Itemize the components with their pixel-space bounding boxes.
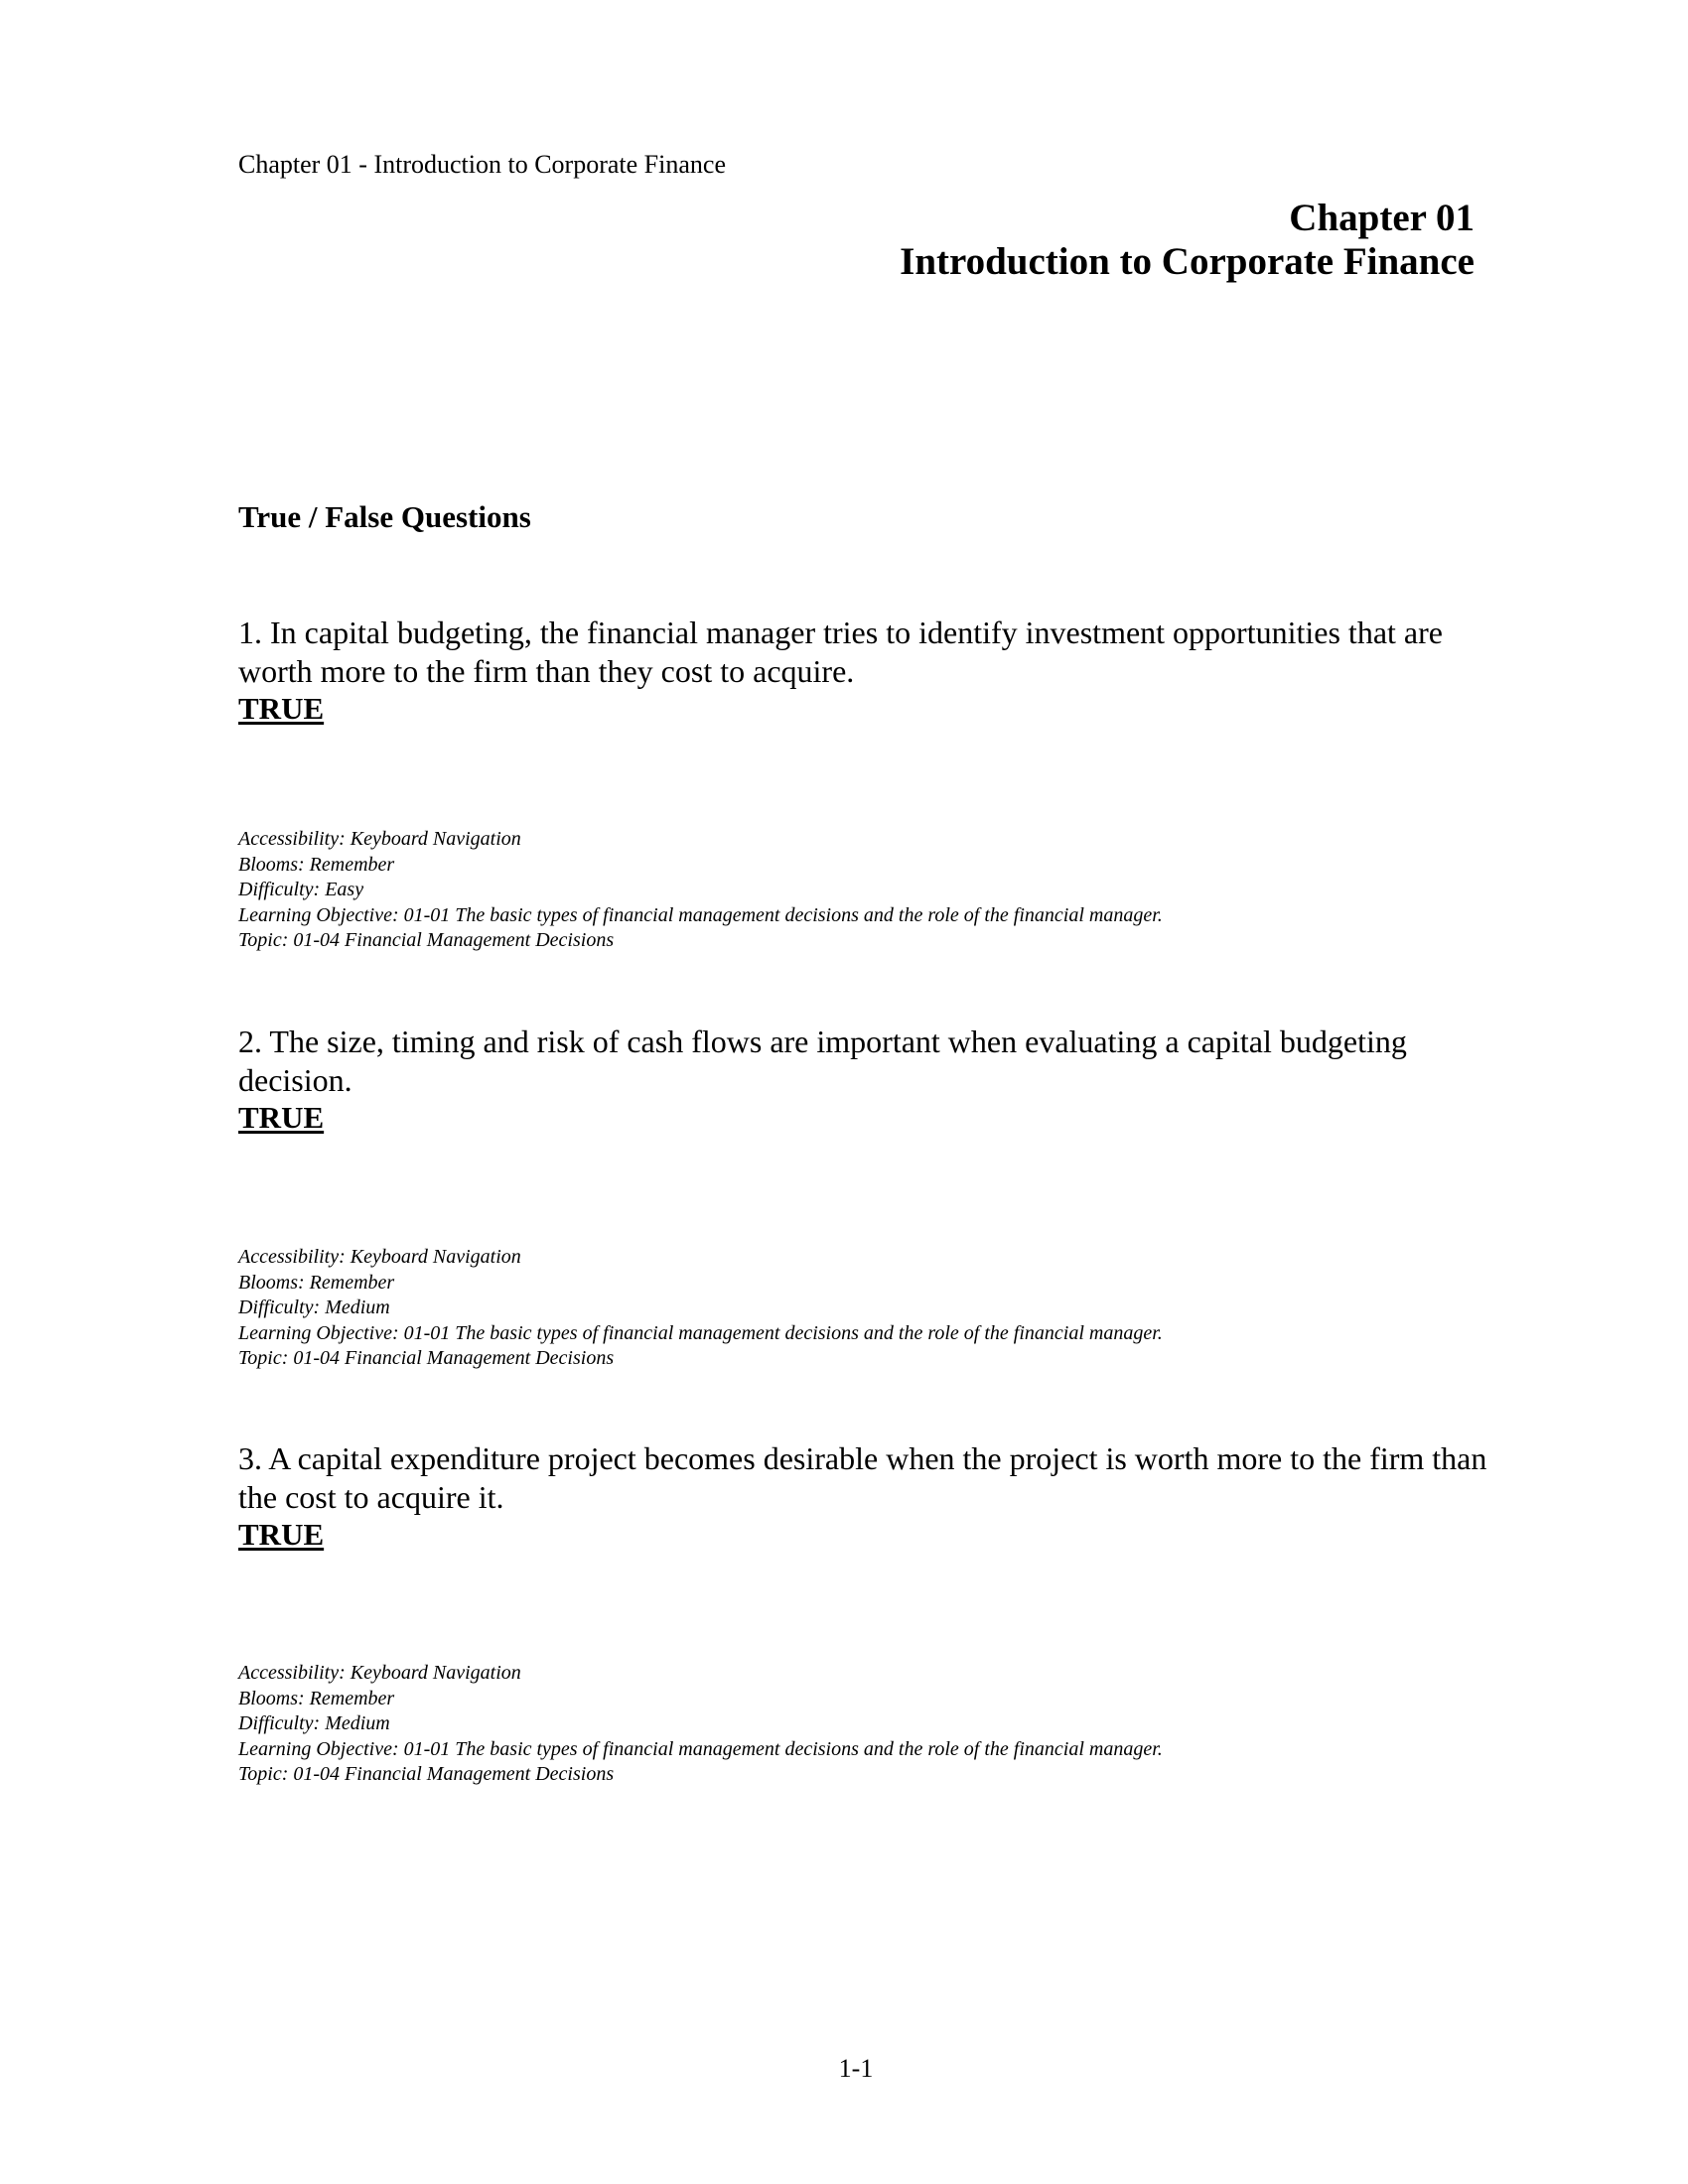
question-1	[238, 614, 1489, 728]
meta-learning-objective: Learning Objective: 01-01 The basic types of financial management decisions and the role of the financial manager.	[238, 1321, 1163, 1344]
meta-learning-objective: Learning Objective: 01-01 The basic types of financial management decisions and the role of the financial manager.	[238, 903, 1163, 926]
meta-accessibility: Accessibility: Keyboard Navigation	[238, 1662, 521, 1684]
question-1-metadata	[238, 827, 1163, 954]
chapter-number-title: Chapter 01	[1289, 197, 1475, 239]
question-text: 2. The size, timing and risk of cash flows are important when evaluating a capital budgeting decision.	[238, 1024, 1407, 1098]
meta-blooms: Blooms: Remember	[238, 1271, 395, 1294]
section-heading: True / False Questions	[238, 499, 531, 534]
question-text: 1. In capital budgeting, the financial manager tries to identify investment opportunities that are worth more to the firm than they cost to acquire.	[238, 614, 1443, 689]
answer: TRUE	[238, 1517, 325, 1552]
meta-topic: Topic: 01-04 Financial Management Decisions	[238, 929, 615, 951]
answer: TRUE	[238, 691, 325, 726]
meta-topic: Topic: 01-04 Financial Management Decisions	[238, 1763, 615, 1785]
meta-topic: Topic: 01-04 Financial Management Decisions	[238, 1347, 615, 1369]
meta-difficulty: Difficulty: Medium	[238, 1712, 390, 1734]
chapter-title: Introduction to Corporate Finance	[900, 240, 1475, 283]
meta-accessibility: Accessibility: Keyboard Navigation	[238, 828, 521, 850]
question-text: 3. A capital expenditure project becomes desirable when the project is worth more to the firm than the cost to acquire it.	[238, 1440, 1487, 1515]
answer: TRUE	[238, 1100, 325, 1135]
question-3-metadata	[238, 1661, 1163, 1788]
question-2	[238, 1023, 1489, 1137]
running-header: Chapter 01 - Introduction to Corporate Finance	[238, 150, 726, 179]
question-2-metadata	[238, 1245, 1163, 1372]
meta-accessibility: Accessibility: Keyboard Navigation	[238, 1246, 521, 1268]
meta-learning-objective: Learning Objective: 01-01 The basic types of financial management decisions and the role of the financial manager.	[238, 1737, 1163, 1760]
page-number: 1-1	[838, 2054, 874, 2083]
meta-blooms: Blooms: Remember	[238, 1687, 395, 1709]
meta-difficulty: Difficulty: Medium	[238, 1297, 390, 1318]
meta-difficulty: Difficulty: Easy	[238, 879, 364, 900]
meta-blooms: Blooms: Remember	[238, 853, 395, 876]
question-3	[238, 1439, 1489, 1554]
